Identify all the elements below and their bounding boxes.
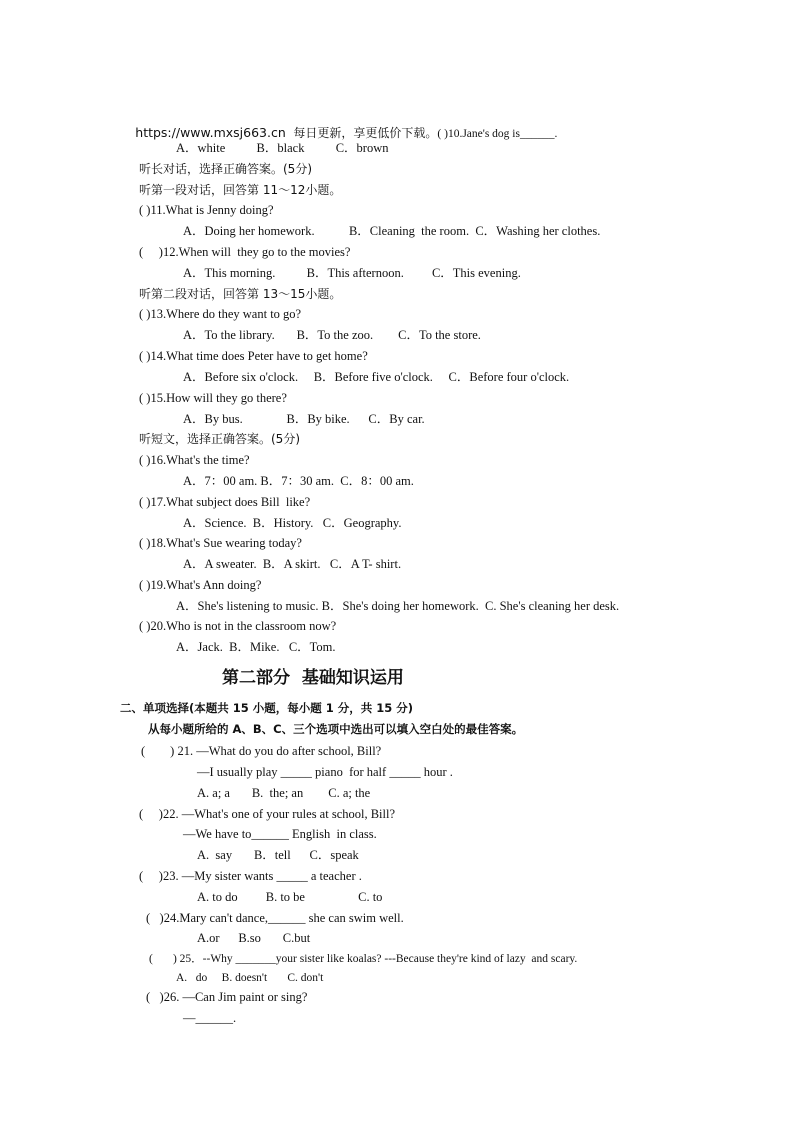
question-23: ( )23. —My sister wants _____ a teacher .	[139, 869, 362, 883]
part2-title: 第二部分 基础知识运用	[222, 668, 404, 688]
question-13: ( )13.Where do they want to go?	[139, 307, 302, 321]
section-title: 二、单项选择(本题共 15 小题，每小题 1 分，共 15 分)	[120, 701, 414, 715]
question-14: ( )14.What time does Peter have to get home?	[139, 349, 368, 363]
question-10: ( )10.Jane's dog is______.	[437, 128, 558, 140]
header-note: 每日更新，享更低价下载。	[293, 126, 438, 140]
q15-options: A．By bus. B．By bike. C．By car.	[183, 412, 425, 426]
q26-line-b: —______.	[183, 1011, 237, 1025]
q21-options: A. a; a B. the; an C. a; the	[197, 786, 371, 800]
question-12: ( )12.When will they go to the movies?	[139, 245, 351, 259]
q18-options: A．A sweater. B．A skirt. C．A T- shirt.	[183, 557, 402, 571]
question-18: ( )18.What's Sue wearing today?	[139, 536, 302, 550]
q12-options: A．This morning. B．This afternoon. C．This evening.	[183, 266, 521, 280]
q25-options: A. do B. doesn't C. don't	[176, 972, 324, 984]
question-25: ( ) 25．--Why _______your sister like koalas? ---Because they're kind of lazy and scary.	[149, 953, 578, 965]
question-19: ( )19.What's Ann doing?	[139, 578, 262, 592]
q24-options: A.or B.so C.but	[197, 931, 311, 945]
question-16: ( )16.What's the time?	[139, 453, 250, 467]
question-22: ( )22. —What's one of your rules at school, Bill?	[139, 807, 396, 821]
q11-options: A．Doing her homework. B．Cleaning the room. C．Washing her clothes.	[183, 224, 601, 238]
q21-line-b: —I usually play _____ piano for half _____ hour .	[197, 765, 453, 779]
dialog1-title: 听第一段对话，回答第 11～12小题。	[139, 183, 342, 197]
dialog2-title: 听第二段对话，回答第 13～15小题。	[139, 287, 342, 301]
question-20: ( )20.Who is not in the classroom now?	[139, 619, 337, 633]
question-24: ( )24.Mary can't dance,______ she can swim well.	[146, 911, 404, 925]
q23-options: A. to do B. to be C. to	[197, 890, 383, 904]
section-instruction: 从每小题所给的 A、B、C、三个选项中选出可以填入空白处的最佳答案。	[148, 722, 524, 736]
question-11: ( )11.What is Jenny doing?	[139, 203, 274, 217]
source-url[interactable]: https://www.mxsj663.cn	[135, 125, 286, 140]
q13-options: A．To the library. B．To the zoo. C．To the store.	[183, 328, 481, 342]
q17-options: A．Science. B．History. C．Geography.	[183, 516, 402, 530]
question-15: ( )15.How will they go there?	[139, 391, 287, 405]
q22-options: A. say B．tell C．speak	[197, 848, 359, 862]
short-text-title: 听短文，选择正确答案。(5分)	[139, 432, 300, 446]
long-dialog-title: 听长对话，选择正确答案。(5分)	[139, 162, 312, 176]
q20-options: A．Jack. B．Mike. C．Tom.	[176, 640, 336, 654]
question-26: ( )26. —Can Jim paint or sing?	[146, 990, 308, 1004]
q22-line-b: —We have to______ English in class.	[183, 827, 377, 841]
q14-options: A．Before six o'clock. B．Before five o'clock. C．Before four o'clock.	[183, 370, 570, 384]
q19-options: A．She's listening to music. B．She's doing her homework. C. She's cleaning her desk.	[176, 599, 620, 613]
question-21: ( ) 21. —What do you do after school, Bill?	[141, 744, 382, 758]
question-17: ( )17.What subject does Bill like?	[139, 495, 311, 509]
q10-options: A．white B．black C．brown	[176, 141, 389, 155]
q16-options: A．7：00 am. B．7：30 am. C．8：00 am.	[183, 474, 414, 488]
